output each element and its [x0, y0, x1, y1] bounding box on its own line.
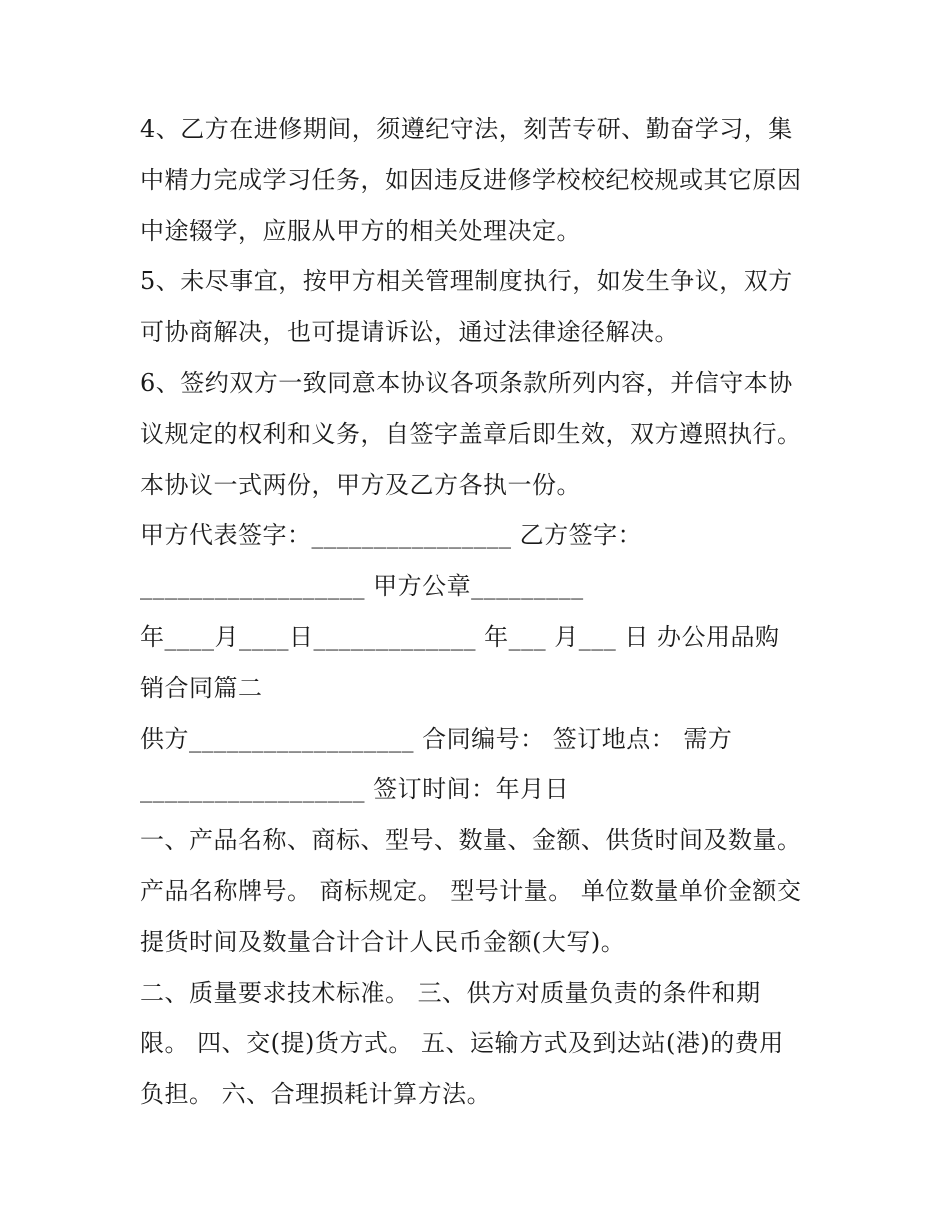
text-line: 议规定的权利和义务，自签字盖章后即生效，双方遵照执行。 — [140, 419, 802, 448]
contract-header-line: 供方__________________ 合同编号： 签订地点： 需方 — [140, 724, 733, 753]
text-line: 可协商解决，也可提请诉讼，通过法律途径解决。 — [140, 318, 679, 347]
text-line: 提货时间及数量合计合计人民币金额(大写)。 — [140, 927, 626, 956]
text-line: 6、签约双方一致同意本协议各项条款所列内容，并信守本协 — [140, 368, 793, 397]
document-body — [140, 104, 820, 1120]
text-line: 负担。 六、合理损耗计算方法。 — [140, 1080, 492, 1109]
text-line: 中精力完成学习任务，如因违反进修学校校纪校规或其它原因 — [140, 165, 802, 194]
text-line: 二、质量要求技术标准。 三、供方对质量负责的条件和期 — [140, 978, 761, 1007]
text-line: 本协议一式两份，甲方及乙方各执一份。 — [140, 470, 581, 499]
section-title-line: 销合同篇二 — [140, 673, 263, 702]
text-line: 限。 四、交(提)货方式。 五、运输方式及到达站(港)的费用 — [140, 1029, 784, 1058]
date-line: 年____月____日_____________ 年___ 月___ 日 办公用品购 — [140, 622, 780, 651]
text-line: 4、乙方在进修期间，须遵纪守法，刻苦专研、勤奋学习，集 — [140, 115, 793, 143]
text-line: 中途辍学，应服从甲方的相关处理决定。 — [140, 216, 581, 245]
text-line: 产品名称牌号。 商标规定。 型号计量。 单位数量单价金额交 — [140, 876, 802, 905]
text-line: 一、产品名称、商标、型号、数量、金额、供货时间及数量。 — [140, 826, 802, 855]
text-line: 5、未尽事宜，按甲方相关管理制度执行，如发生争议，双方 — [140, 267, 793, 296]
signature-line: 甲方代表签字：________________ 乙方签字： — [140, 521, 643, 550]
contract-header-line: __________________ 签订时间：年月日 — [140, 775, 570, 804]
signature-line: __________________ 甲方公章_________ — [140, 572, 584, 601]
